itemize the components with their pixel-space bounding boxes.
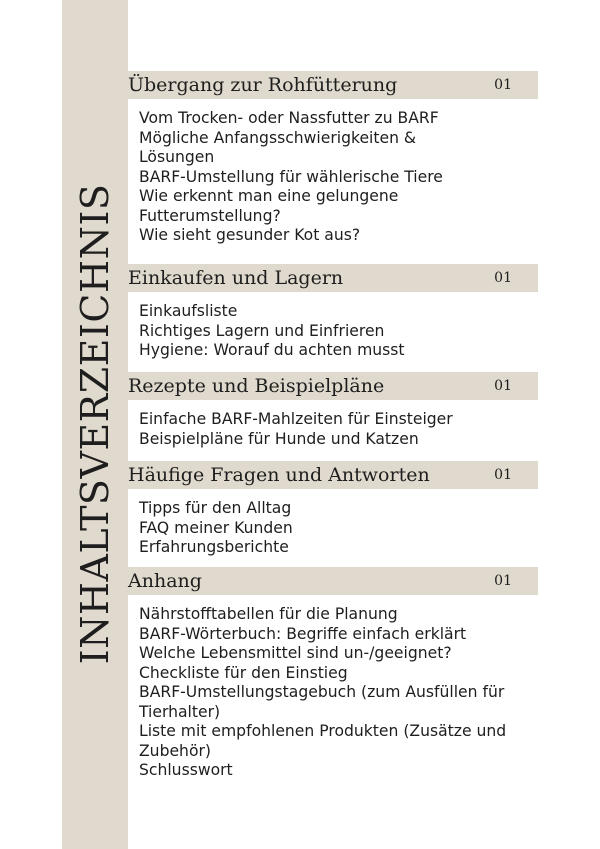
toc-item: Einkaufsliste — [139, 302, 238, 320]
toc-item: Schlusswort — [139, 761, 233, 779]
toc-item: Wie erkennt man eine gelungene Futterumstellung? — [139, 187, 399, 225]
section-header — [128, 372, 538, 400]
toc-item: Richtiges Lagern und Einfrieren — [139, 321, 385, 340]
toc-item: Vom Trocken- oder Nassfutter zu BARF — [139, 109, 439, 127]
toc-item: BARF-Umstellungstagebuch (zum Ausfüllen für Tierhalter) — [139, 683, 505, 721]
toc-item: Beispielpläne für Hunde und Katzen — [139, 429, 419, 448]
toc-item: Mögliche Anfangsschwierigkeiten & Lösungen — [139, 128, 417, 166]
toc-item: Wie sieht gesunder Kot aus? — [139, 226, 361, 244]
section-title: Übergang zur Rohfütterung — [128, 74, 398, 96]
toc-item: Hygiene: Worauf du achten musst — [139, 341, 405, 359]
toc-section — [128, 372, 538, 449]
section-items — [139, 109, 484, 246]
toc-section — [128, 567, 538, 781]
page-title: INHALTSVERZEICHNIS — [73, 183, 117, 665]
toc-item: BARF-Umstellung für wählerische Tiere — [139, 167, 443, 186]
toc-item: Erfahrungsberichte — [139, 538, 289, 556]
section-page-number: 01 — [494, 270, 512, 286]
section-page-number: 01 — [494, 573, 512, 589]
section-title: Rezepte und Beispielpläne — [128, 375, 385, 397]
section-items — [139, 410, 538, 449]
section-title: Anhang — [128, 570, 202, 592]
toc-item: FAQ meiner Kunden — [139, 518, 293, 537]
toc-item: Welche Lebensmittel sind un-/geeignet? — [139, 644, 452, 662]
toc-item: BARF-Wörterbuch: Begriffe einfach erklärt — [139, 624, 467, 643]
toc-item: Nährstofftabellen für die Planung — [139, 605, 398, 623]
toc-item: Checkliste für den Einstieg — [139, 663, 348, 682]
toc-section — [128, 71, 538, 246]
toc-item: Liste mit empfohlenen Produkten (Zusätze und Zubehör) — [139, 722, 507, 760]
section-page-number: 01 — [494, 77, 512, 93]
section-title: Einkaufen und Lagern — [128, 267, 344, 289]
section-header — [128, 71, 538, 99]
section-header — [128, 461, 538, 489]
toc-section — [128, 461, 538, 558]
toc-section — [128, 264, 538, 361]
section-page-number: 01 — [494, 467, 512, 483]
section-header — [128, 264, 538, 292]
section-title: Häufige Fragen und Antworten — [128, 464, 430, 486]
section-page-number: 01 — [494, 378, 512, 394]
toc-item: Einfache BARF-Mahlzeiten für Einsteiger — [139, 410, 453, 428]
section-items — [139, 605, 524, 781]
toc-item: Tipps für den Alltag — [139, 499, 292, 517]
section-items — [139, 302, 538, 361]
section-items — [139, 499, 538, 558]
section-header — [128, 567, 538, 595]
